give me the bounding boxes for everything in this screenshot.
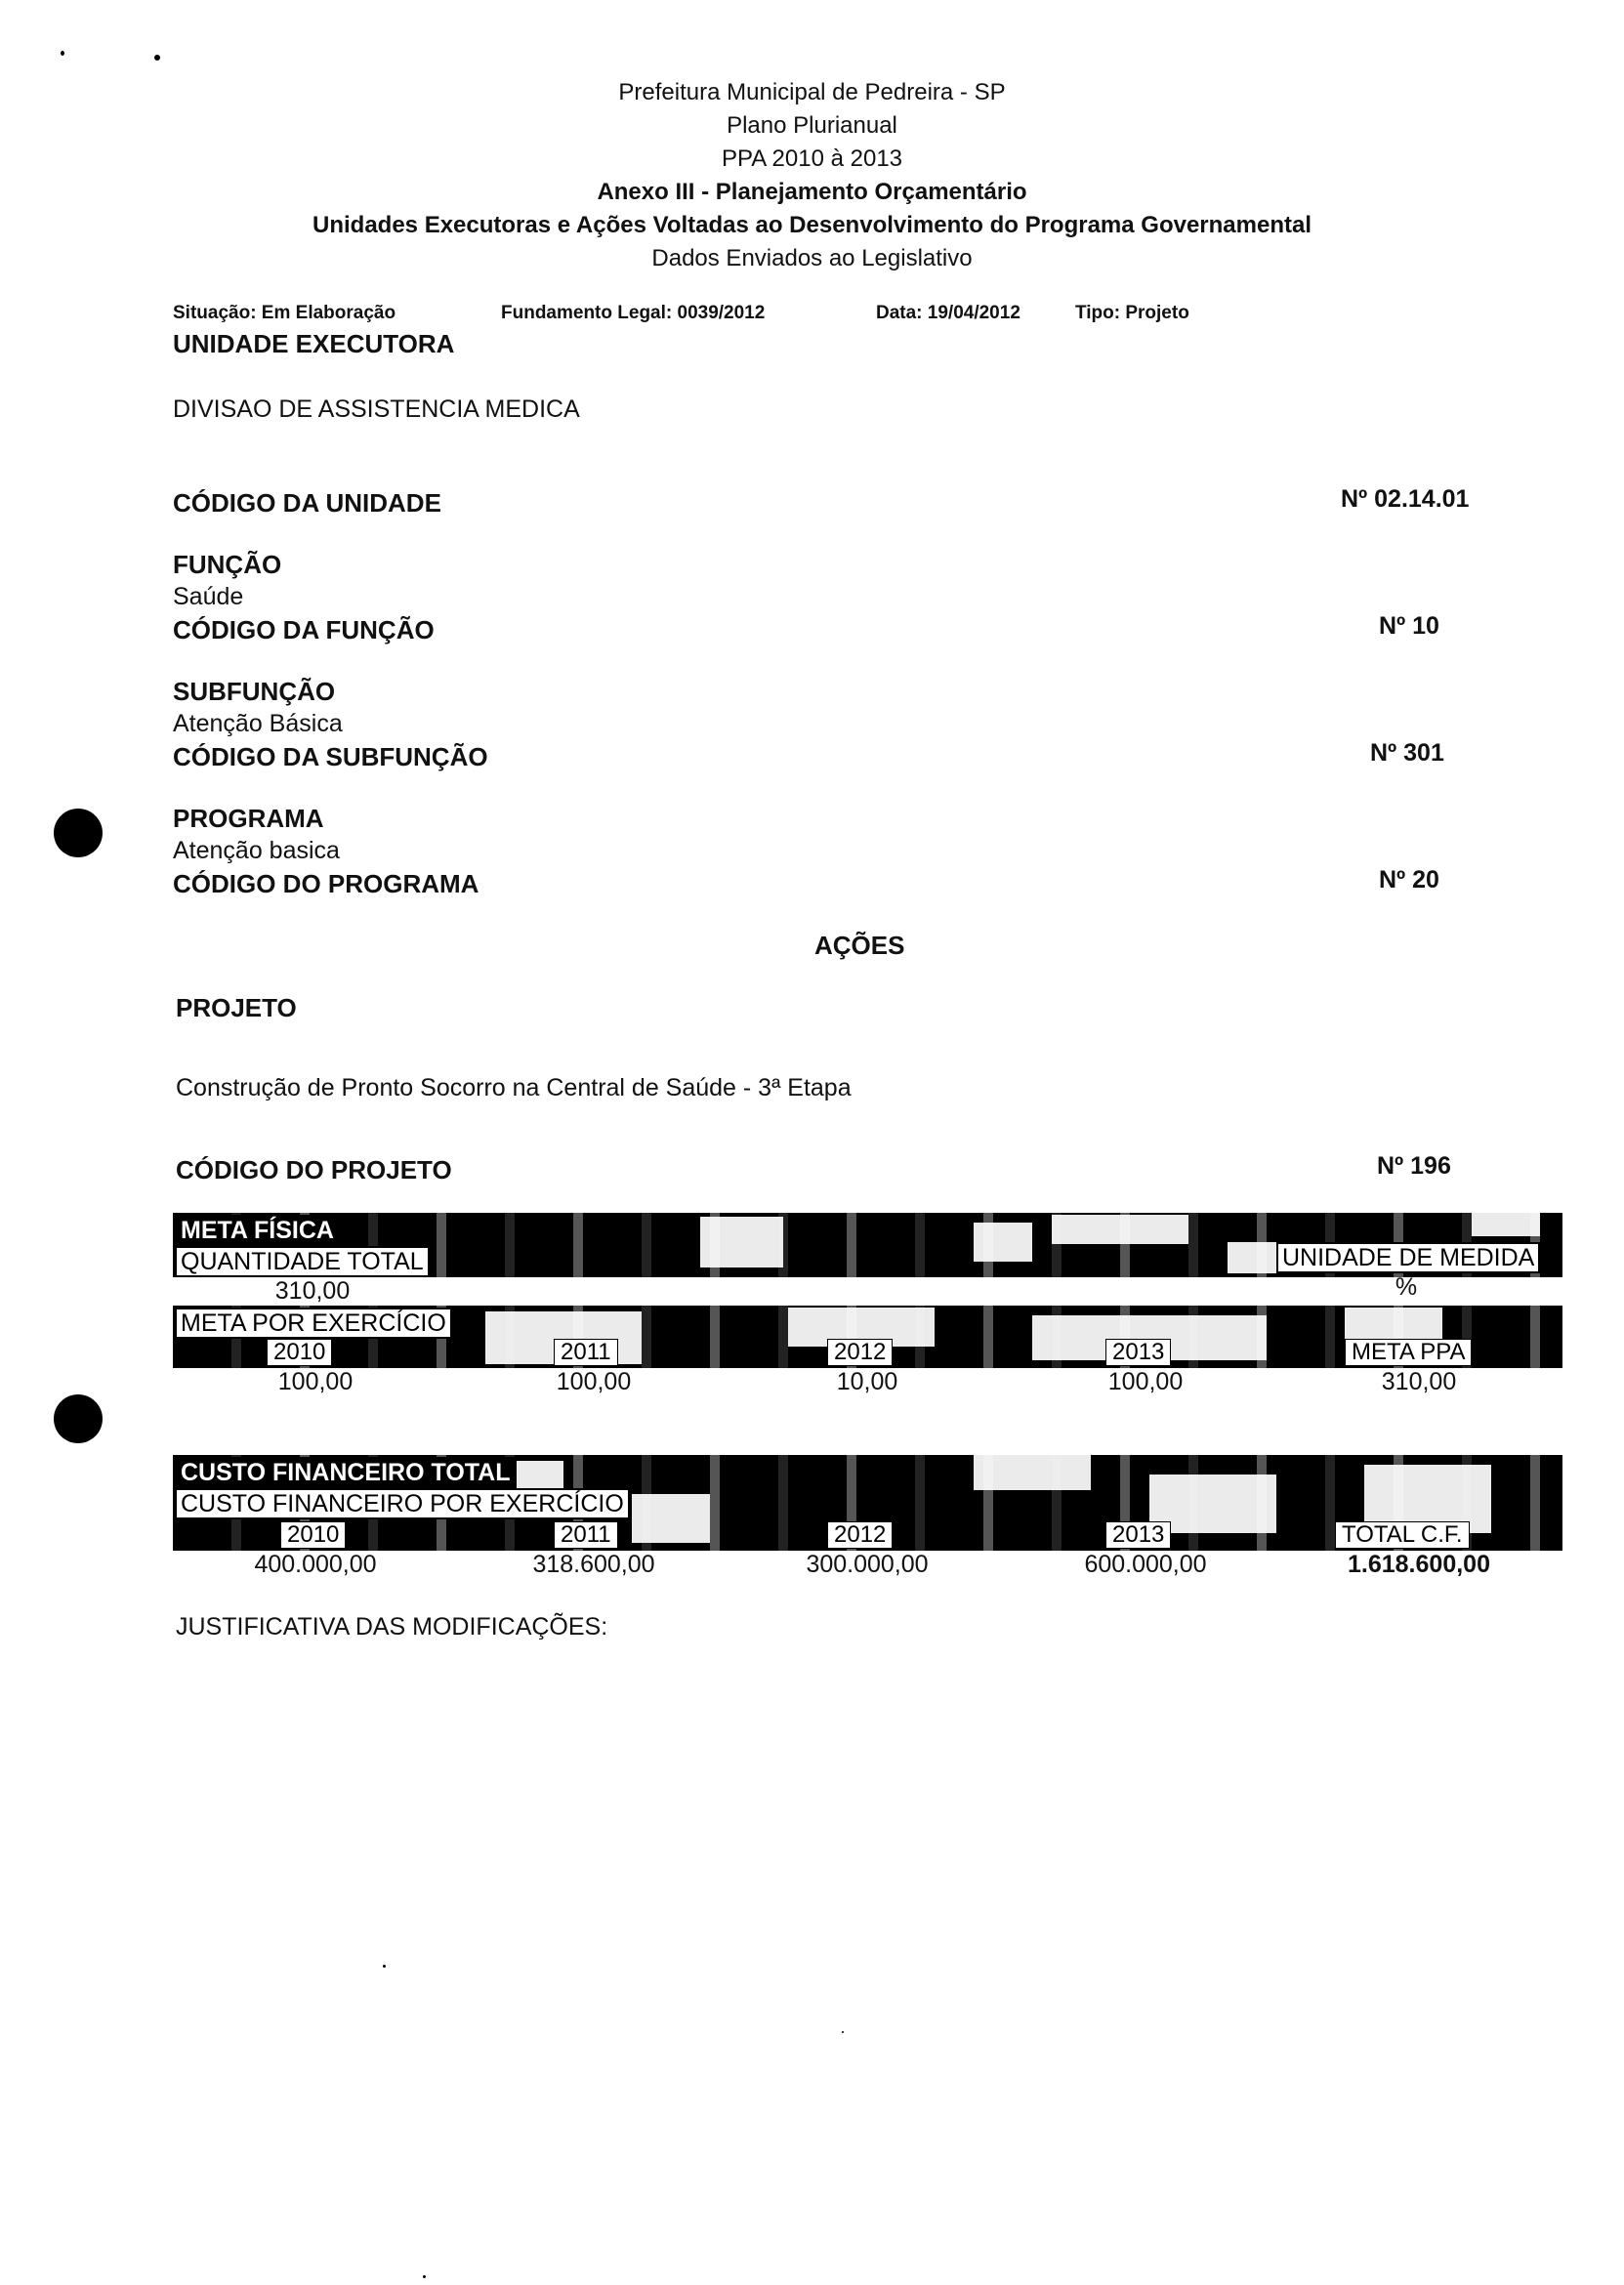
funcao-code: Nº 10 [1379,612,1439,640]
scan-speck [61,51,64,56]
acoes-heading: AÇÕES [814,931,905,960]
unidade-medida-value: % [1395,1273,1418,1301]
subfuncao-name: Atenção Básica [173,710,343,737]
meta-fisica-bar [173,1213,1562,1277]
situacao: Situação: Em Elaboração [173,303,396,323]
scan-speck [154,55,160,61]
projeto-code: Nº 196 [1377,1152,1451,1180]
meta-value-2010: 100,00 [277,1368,354,1395]
punch-hole-mark [54,1394,103,1443]
unidade-code-label: CÓDIGO DA UNIDADE [173,488,441,518]
custo-total-title: CUSTO FINANCEIRO TOTAL [175,1457,517,1488]
custo-total-label: TOTAL C.F. [1335,1521,1470,1549]
meta-value-2012: 10,00 [836,1368,898,1395]
custo-year-2012: 2012 [827,1521,893,1549]
custo-year-2010: 2010 [280,1521,346,1549]
custo-year-2013: 2013 [1105,1521,1171,1549]
meta-value-2013: 100,00 [1107,1368,1184,1395]
justificativa-label: JUSTIFICATIVA DAS MODIFICAÇÕES: [176,1613,608,1641]
projeto-name: Construção de Pronto Socorro na Central de Saúde - 3ª Etapa [176,1074,852,1101]
unidade-name: DIVISAO DE ASSISTENCIA MEDICA [173,395,580,423]
meta-year-2013: 2013 [1105,1339,1171,1366]
header-period: PPA 2010 à 2013 [721,145,903,172]
funcao-name: Saúde [173,583,244,610]
meta-exercicio-bar [173,1306,1562,1368]
scan-speck [383,1965,386,1968]
unidade-medida-label: UNIDADE DE MEDIDA [1276,1242,1540,1273]
header-status: Dados Enviados ao Legislativo [651,245,973,271]
programa-code: Nº 20 [1379,866,1439,893]
custo-year-2011: 2011 [554,1521,618,1549]
custo-value-2011: 318.600,00 [532,1551,655,1578]
meta-fisica-title: META FÍSICA [175,1215,340,1246]
header-municipality: Prefeitura Municipal de Pedreira - SP [618,79,1006,105]
meta-value-2011: 100,00 [556,1368,632,1395]
quantidade-total-value: 310,00 [274,1277,351,1305]
meta-ppa-label: META PPA [1345,1339,1472,1366]
custo-value-2010: 400.000,00 [254,1551,377,1578]
meta-ppa-value: 310,00 [1381,1368,1457,1395]
projeto-code-label: CÓDIGO DO PROJETO [176,1155,452,1184]
subfuncao-label: SUBFUNÇÃO [173,677,336,706]
projeto-label: PROJETO [176,993,297,1022]
meta-year-2010: 2010 [267,1339,332,1366]
custo-financeiro-bar [173,1455,1562,1551]
quantidade-total-label: QUANTIDADE TOTAL [175,1246,430,1277]
data: Data: 19/04/2012 [876,303,1020,323]
header-annex: Anexo III - Planejamento Orçamentário [597,179,1027,205]
programa-label: PROGRAMA [173,804,324,833]
funcao-label: FUNÇÃO [173,550,282,579]
custo-total-value: 1.618.600,00 [1348,1551,1490,1578]
scan-speck [423,2275,426,2278]
meta-year-2011: 2011 [554,1339,618,1366]
fundamento-legal: Fundamento Legal: 0039/2012 [501,303,766,323]
subfuncao-code-label: CÓDIGO DA SUBFUNÇÃO [173,742,488,771]
meta-exercicio-label: META POR EXERCÍCIO [175,1308,452,1339]
scan-speck [842,2031,844,2033]
unidade-code: Nº 02.14.01 [1341,485,1470,513]
funcao-code-label: CÓDIGO DA FUNÇÃO [173,615,435,644]
programa-name: Atenção basica [173,837,340,864]
header-plan: Plano Plurianual [727,112,897,139]
punch-hole-mark [54,809,103,857]
custo-value-2013: 600.000,00 [1084,1551,1207,1578]
programa-code-label: CÓDIGO DO PROGRAMA [173,869,479,898]
custo-value-2012: 300.000,00 [806,1551,929,1578]
custo-exercicio-label: CUSTO FINANCEIRO POR EXERCÍCIO [175,1488,630,1519]
subfuncao-code: Nº 301 [1370,739,1444,767]
tipo: Tipo: Projeto [1075,303,1189,323]
unidade-label: UNIDADE EXECUTORA [173,329,455,358]
header-subtitle: Unidades Executoras e Ações Voltadas ao Desenvolvimento do Programa Governamental [312,212,1312,238]
meta-year-2012: 2012 [827,1339,893,1366]
